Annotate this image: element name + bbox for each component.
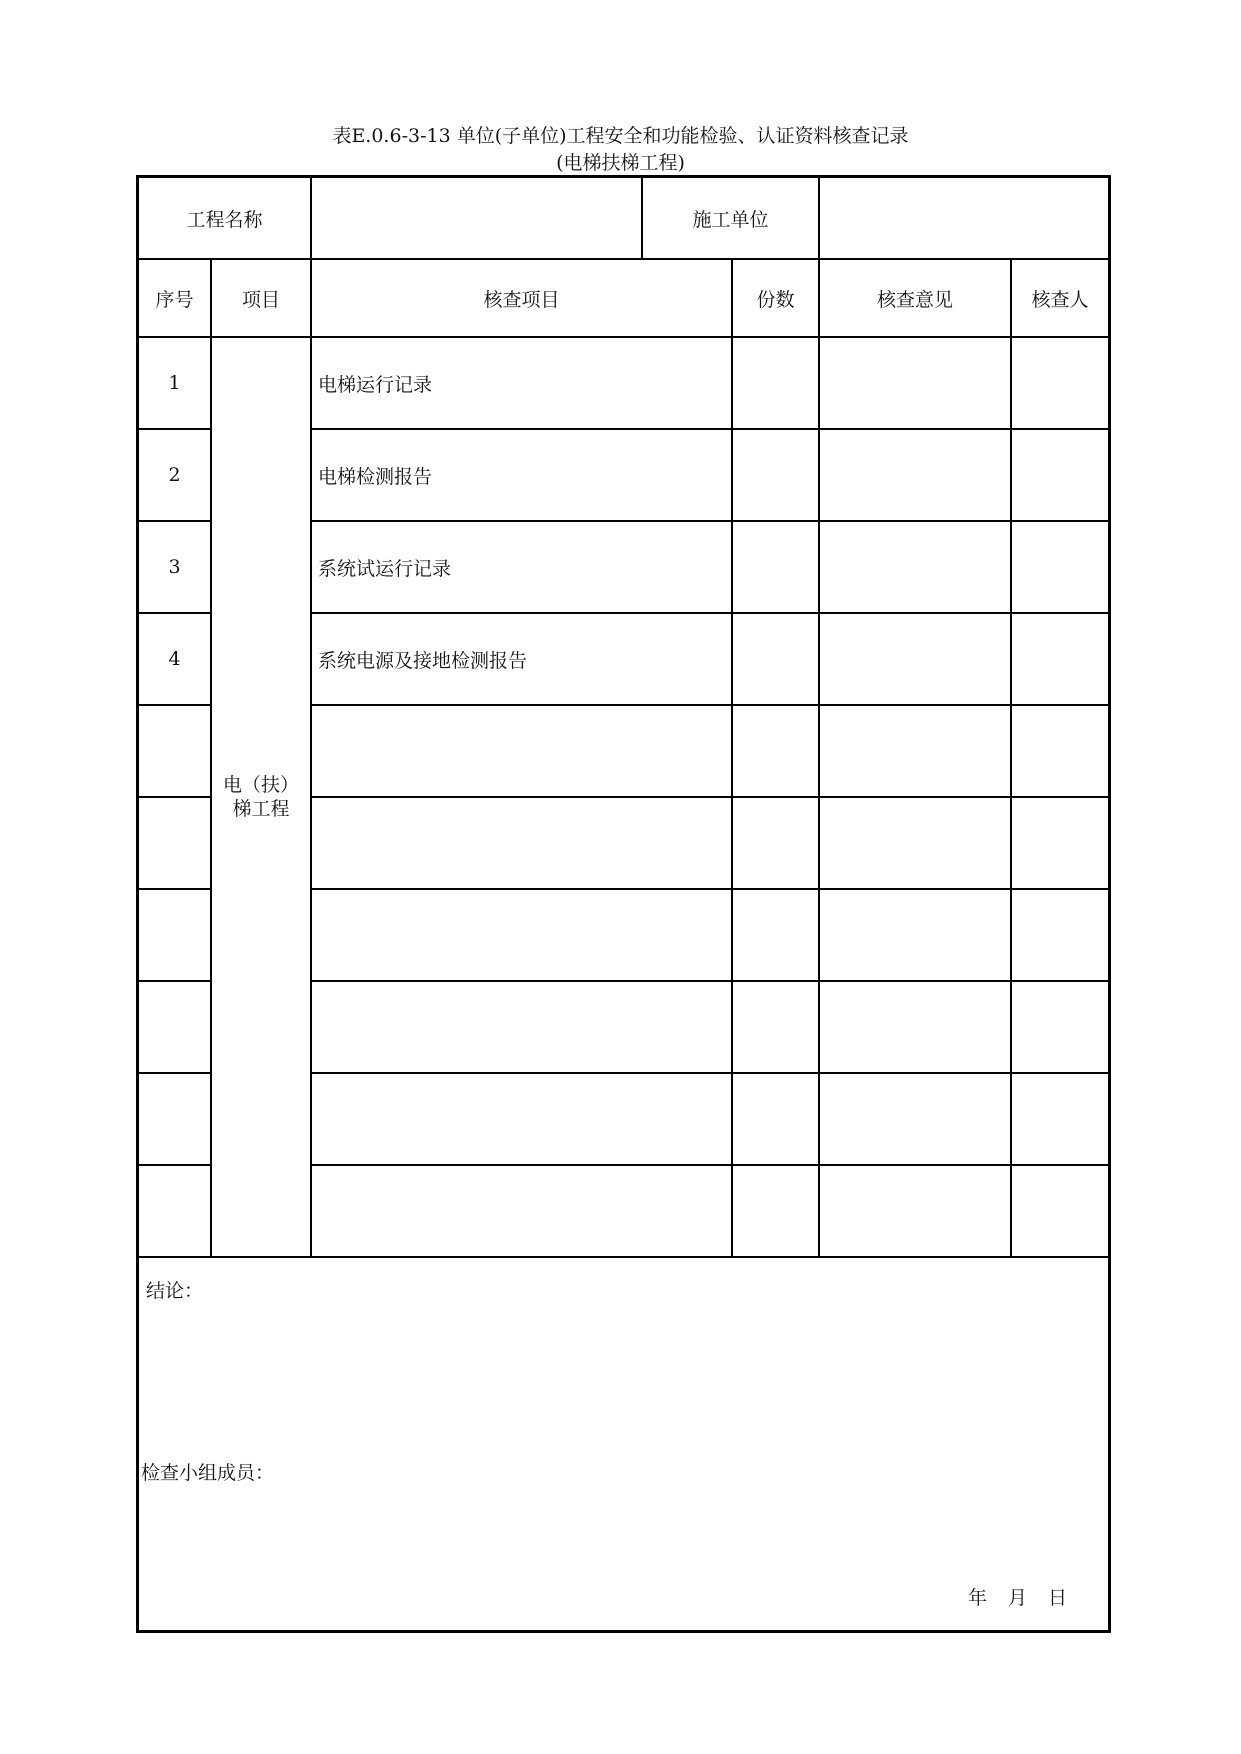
row-check-item: 电梯运行记录 xyxy=(312,338,733,430)
date-month-label: 月 xyxy=(1008,1587,1028,1609)
row-copies-field[interactable] xyxy=(733,522,820,614)
row-checker-field[interactable] xyxy=(1012,982,1108,1074)
row-copies-field[interactable] xyxy=(733,338,820,430)
row-opinion-field[interactable] xyxy=(820,1166,1012,1258)
row-seq: 2 xyxy=(139,430,212,522)
contractor-field[interactable] xyxy=(820,178,1108,260)
row-opinion-field[interactable] xyxy=(820,614,1012,706)
row-checker-field[interactable] xyxy=(1012,890,1108,982)
date-year-label: 年 xyxy=(968,1587,988,1609)
row-check-item: 系统电源及接地检测报告 xyxy=(312,614,733,706)
form-title: 表E.0.6-3-13 单位(子单位)工程安全和功能检验、认证资料核查记录 xyxy=(332,125,909,147)
row-check-item-field[interactable] xyxy=(312,1074,733,1166)
category-line-1: 电（扶） xyxy=(222,774,299,796)
row-opinion-field[interactable] xyxy=(820,890,1012,982)
row-check-item-field[interactable] xyxy=(312,890,733,982)
col-copies-header: 份数 xyxy=(733,260,820,338)
row-copies-field[interactable] xyxy=(733,614,820,706)
row-checker-field[interactable] xyxy=(1012,798,1108,890)
row-checker-field[interactable] xyxy=(1012,522,1108,614)
row-seq: 3 xyxy=(139,522,212,614)
row-opinion-field[interactable] xyxy=(820,982,1012,1074)
col-opinion-header: 核查意见 xyxy=(820,260,1012,338)
row-copies-field[interactable] xyxy=(733,982,820,1074)
row-opinion-field[interactable] xyxy=(820,522,1012,614)
row-opinion-field[interactable] xyxy=(820,1074,1012,1166)
row-checker-field[interactable] xyxy=(1012,614,1108,706)
row-copies-field[interactable] xyxy=(733,1166,820,1258)
row-copies-field[interactable] xyxy=(733,706,820,798)
row-check-item-field[interactable] xyxy=(312,798,733,890)
project-name-label: 工程名称 xyxy=(139,178,312,260)
row-copies-field[interactable] xyxy=(733,890,820,982)
inspection-team-label: 检查小组成员： xyxy=(141,1462,275,1484)
category-line-2: 梯工程 xyxy=(232,798,290,820)
row-check-item-field[interactable] xyxy=(312,982,733,1074)
category-cell xyxy=(212,338,312,1258)
row-checker-field[interactable] xyxy=(1012,1074,1108,1166)
col-seq-header: 序号 xyxy=(139,260,212,338)
row-checker-field[interactable] xyxy=(1012,338,1108,430)
row-opinion-field[interactable] xyxy=(820,338,1012,430)
row-seq xyxy=(139,982,212,1074)
row-seq: 4 xyxy=(139,614,212,706)
row-seq xyxy=(139,798,212,890)
form-subtitle: (电梯扶梯工程) xyxy=(556,152,685,174)
row-seq xyxy=(139,1074,212,1166)
row-seq xyxy=(139,706,212,798)
row-copies-field[interactable] xyxy=(733,1074,820,1166)
row-checker-field[interactable] xyxy=(1012,1166,1108,1258)
row-check-item-field[interactable] xyxy=(312,1166,733,1258)
row-opinion-field[interactable] xyxy=(820,430,1012,522)
inspection-table xyxy=(136,175,1111,1633)
row-check-item-field[interactable] xyxy=(312,706,733,798)
col-checker-header: 核查人 xyxy=(1012,260,1108,338)
row-seq xyxy=(139,1166,212,1258)
project-name-field[interactable] xyxy=(312,178,643,260)
contractor-label: 施工单位 xyxy=(643,178,820,260)
row-copies-field[interactable] xyxy=(733,430,820,522)
date-day-label: 日 xyxy=(1048,1587,1068,1609)
row-seq xyxy=(139,890,212,982)
col-item-header: 项目 xyxy=(212,260,312,338)
row-check-item: 电梯检测报告 xyxy=(312,430,733,522)
row-opinion-field[interactable] xyxy=(820,798,1012,890)
row-checker-field[interactable] xyxy=(1012,706,1108,798)
row-checker-field[interactable] xyxy=(1012,430,1108,522)
conclusion-label: 结论： xyxy=(146,1280,204,1302)
row-seq: 1 xyxy=(139,338,212,430)
row-opinion-field[interactable] xyxy=(820,706,1012,798)
col-check-item-header: 核查项目 xyxy=(312,260,733,338)
row-check-item: 系统试运行记录 xyxy=(312,522,733,614)
row-copies-field[interactable] xyxy=(733,798,820,890)
